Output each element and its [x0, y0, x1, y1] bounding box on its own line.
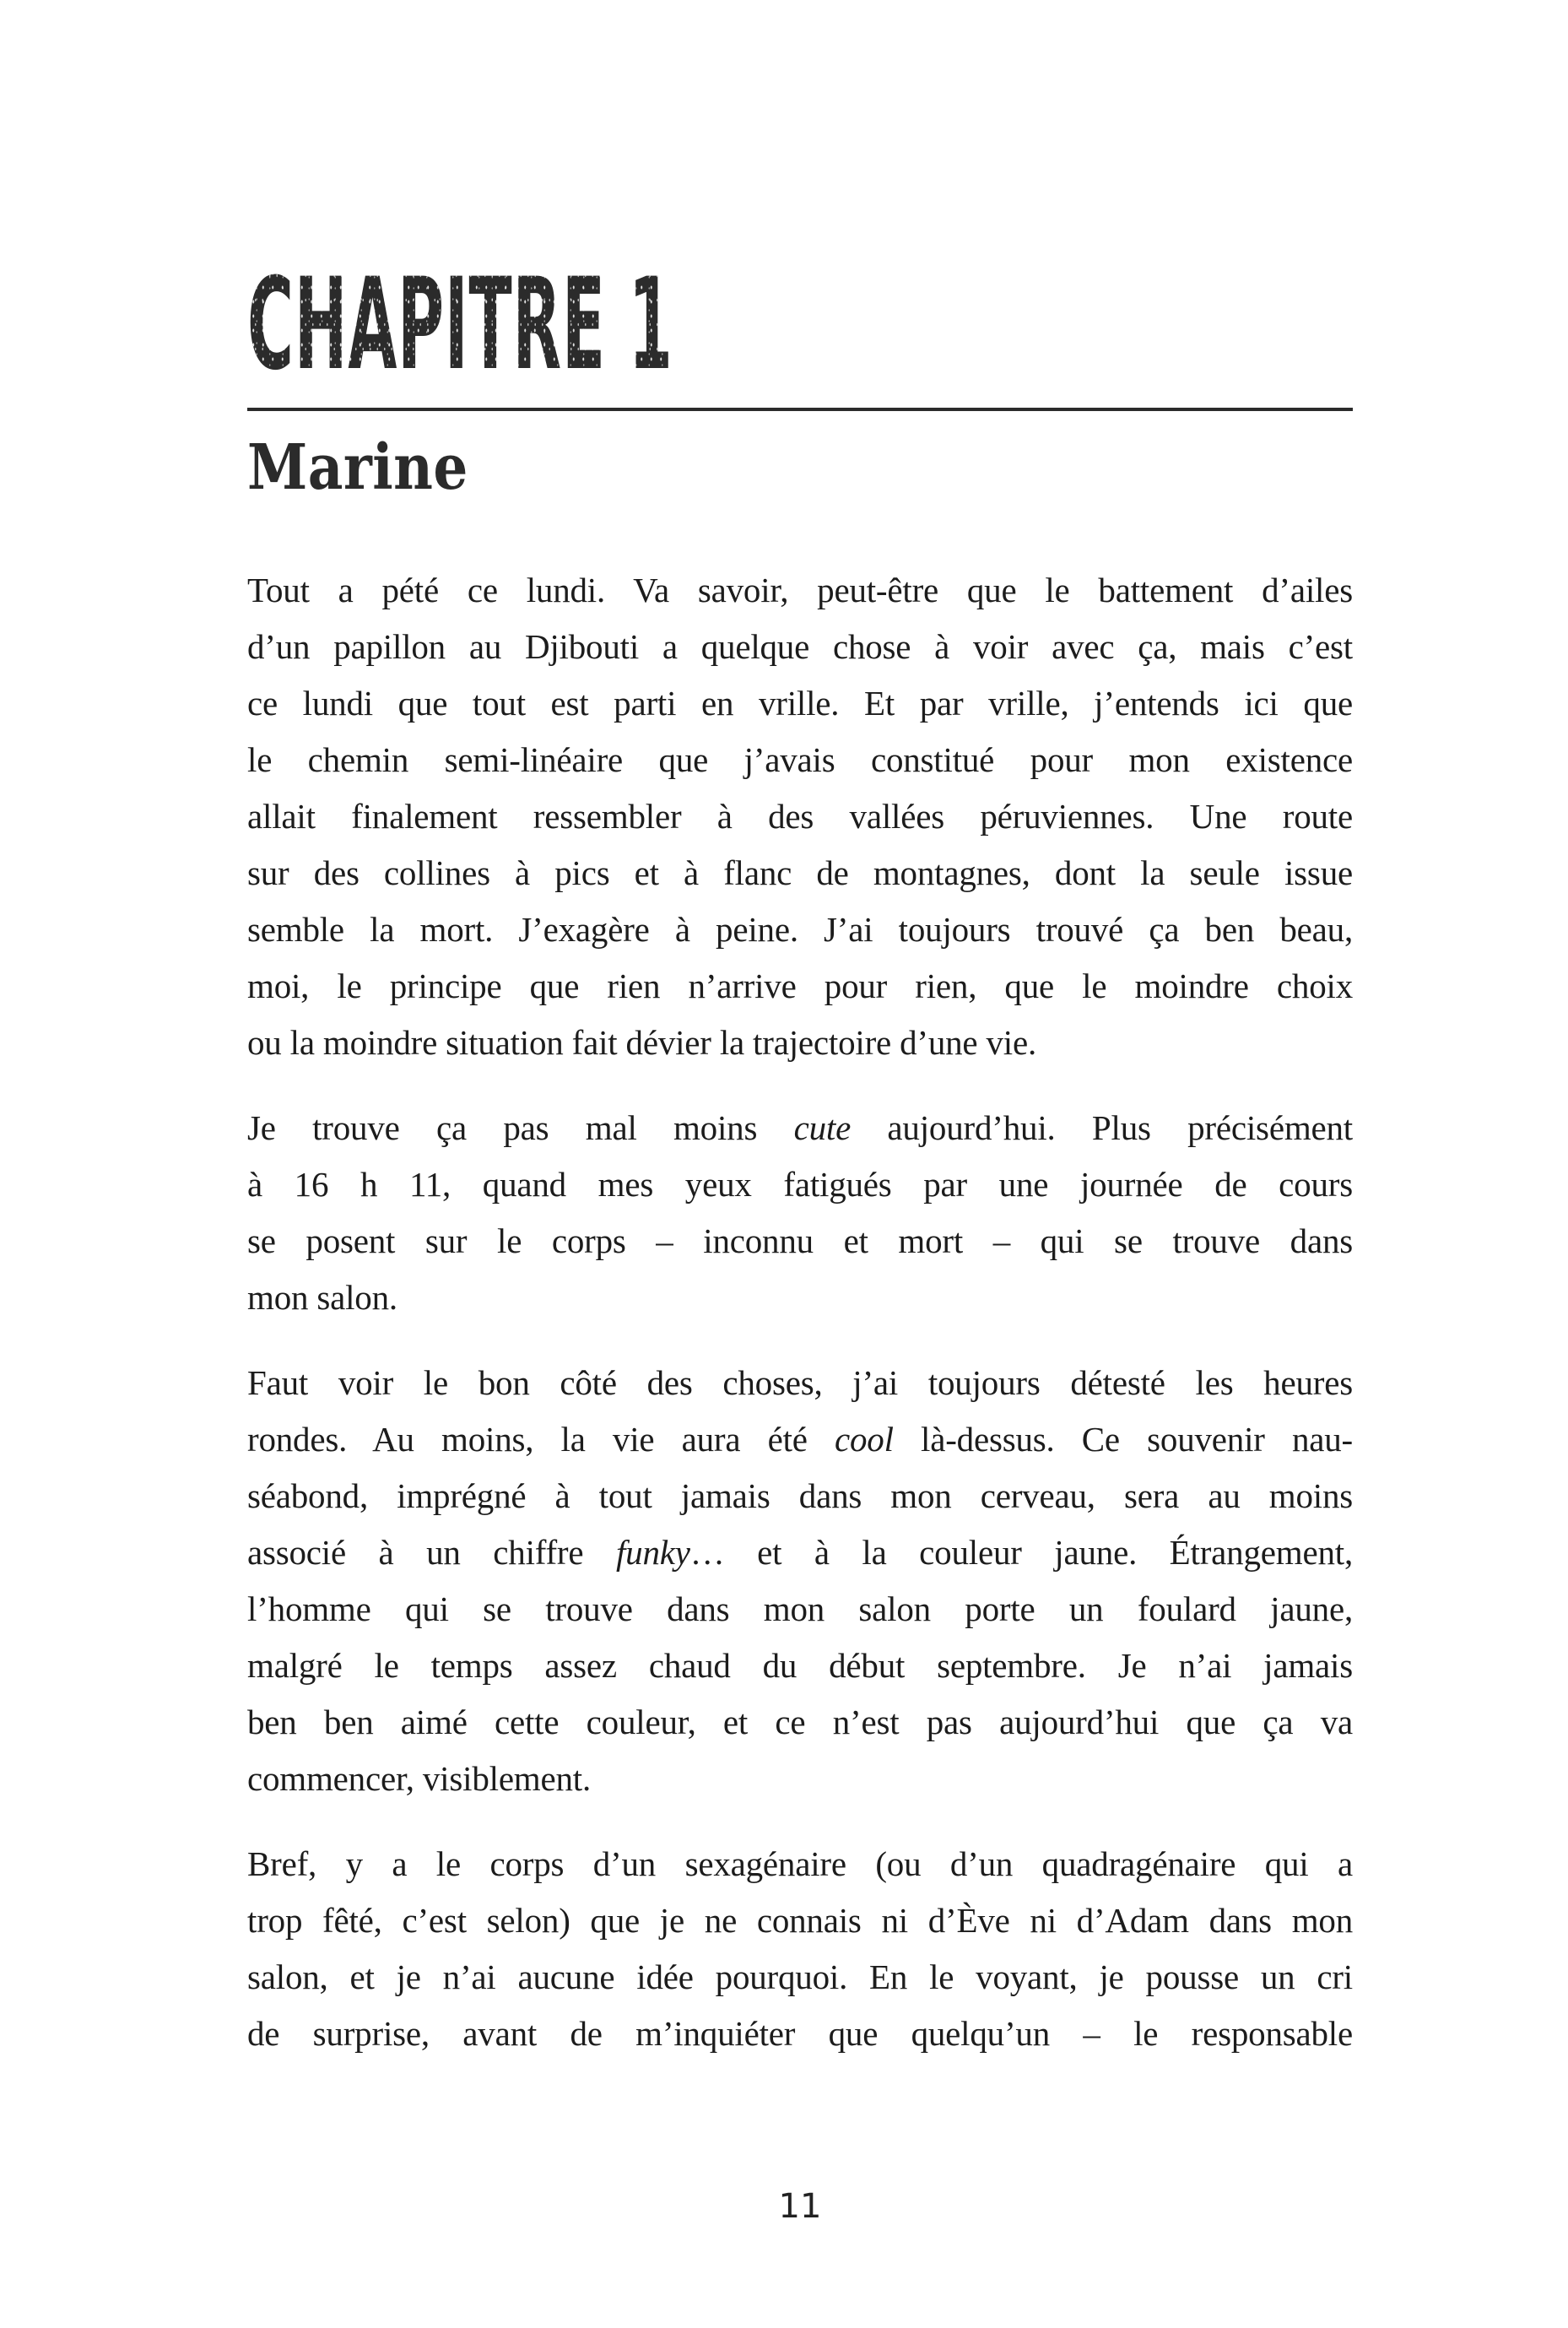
chapter-body	[247, 562, 1353, 2062]
chapter-subtitle-text: Marine	[247, 431, 468, 504]
text-line: séabond, imprégné à tout jamais dans mon cerveau, sera au moins	[247, 1476, 1353, 1515]
text-line: malgré le temps assez chaud du début septembre. Je n’ai jamais	[247, 1646, 1353, 1685]
paragraph	[247, 1355, 1353, 1807]
text-line: associé à un chiffre funky… et à la couleur jaune. Étrangement,	[247, 1533, 1353, 1572]
text-line: Bref, y a le corps d’un sexagénaire (ou d’un quadragénaire qui a	[247, 1844, 1353, 1883]
text-line: moi, le principe que rien n’arrive pour rien, que le moindre choix	[247, 966, 1353, 1005]
page-number: 11	[778, 2187, 822, 2226]
text-line: semble la mort. J’exagère à peine. J’ai toujours trouvé ça ben beau,	[247, 910, 1353, 949]
text-line: le chemin semi-linéaire que j’avais constitué pour mon existence	[247, 740, 1353, 779]
text-line: ce lundi que tout est parti en vrille. Et par vrille, j’entends ici que	[247, 684, 1353, 723]
text-line: Faut voir le bon côté des choses, j’ai toujours détesté les heures	[247, 1363, 1353, 1402]
text-line: sur des collines à pics et à flanc de montagnes, dont la seule issue	[247, 853, 1353, 892]
text-line: Tout a pété ce lundi. Va savoir, peut-être que le battement d’ailes	[247, 571, 1353, 609]
paragraph	[247, 1100, 1353, 1326]
text-line: d’un papillon au Djibouti a quelque chose à voir avec ça, mais c’est	[247, 627, 1353, 666]
text-line: à 16 h 11, quand mes yeux fatigués par une journée de cours	[247, 1165, 1353, 1204]
text-line: mon salon.	[247, 1278, 397, 1317]
paragraph	[247, 562, 1353, 1071]
paragraph	[247, 1836, 1353, 2062]
chapter-title-divider	[247, 408, 1353, 411]
chapter-subtitle	[247, 431, 501, 504]
text-line: Je trouve ça pas mal moins cute aujourd’hui. Plus précisément	[247, 1108, 1353, 1147]
chapter-title-text: CHAPITRE 1	[247, 252, 673, 398]
text-line: l’homme qui se trouve dans mon salon porte un foulard jaune,	[247, 1589, 1353, 1628]
text-line: de surprise, avant de m’inquiéter que quelqu’un – le responsable	[247, 2014, 1353, 2053]
text-line: ou la moindre situation fait dévier la trajectoire d’une vie.	[247, 1023, 1037, 1062]
text-line: trop fêté, c’est selon) que je ne connais ni d’Ève ni d’Adam dans mon	[247, 1901, 1353, 1940]
text-line: allait finalement ressembler à des vallées péruviennes. Une route	[247, 797, 1353, 836]
text-line: salon, et je n’ai aucune idée pourquoi. En le voyant, je pousse un cri	[247, 1957, 1353, 1996]
text-line: commencer, visiblement.	[247, 1759, 592, 1798]
text-line: se posent sur le corps – inconnu et mort – qui se trouve dans	[247, 1221, 1353, 1260]
chapter-title	[247, 252, 1099, 398]
text-line: rondes. Au moins, la vie aura été cool là-dessus. Ce souvenir nau-	[247, 1420, 1353, 1459]
text-line: ben ben aimé cette couleur, et ce n’est pas aujourd’hui que ça va	[247, 1703, 1353, 1741]
